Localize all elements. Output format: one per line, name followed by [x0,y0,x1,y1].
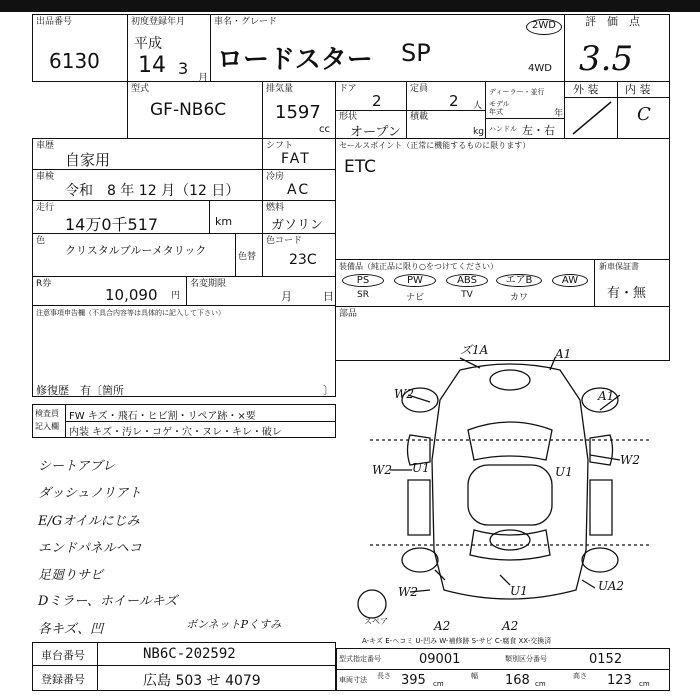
color-code: 23C [289,252,317,268]
bonnet-note: ボンネットPくすみ [186,618,282,631]
recycle-fee: 10,090 [105,286,158,304]
eval-label: 評 価 点 [585,15,640,28]
chassis-label: 車台番号 [41,649,85,662]
mark-rear-right-ua2: UA2 [598,579,625,593]
sales-point: ETC [344,157,376,177]
drive-4wd: 4WD [528,63,552,74]
fuel-box [262,200,336,234]
plate-box [32,665,336,691]
capacity: 2 [449,92,459,110]
model-year-label: モデル年式 [489,100,510,116]
inspector-label-2: 記入欄 [35,422,59,431]
shaken-label: 車検 [36,172,55,182]
color-change-label: 色替 [238,252,257,262]
equip-airbag: エアB [496,274,542,287]
dims-label: 車両寸法 [339,676,367,684]
model-label: 型式 [131,84,150,94]
category-number: 0152 [589,652,623,667]
mark-front-right-a1: A1 [555,347,572,361]
note-line-6: Dミラー、ホイールキズ [38,594,178,609]
cert-label: 型式指定番号 [339,655,381,663]
equipment-box [335,259,595,307]
meigi-month: 月 [281,290,292,303]
mark-rear-u1: U1 [510,584,528,598]
top-edge-bar [0,0,700,12]
mark-right-a1: A1 [598,389,615,403]
reg-year: 14 [138,53,166,78]
shaken-date: 令和 8 年 12 月（12 日） [65,183,240,199]
car-name: ロードスター [217,45,373,75]
capacity-box [406,81,486,111]
ac-label: 冷房 [266,172,285,182]
exterior-slash-mark [569,100,615,136]
dims-box [336,669,670,691]
inspector-interior-row: 内装 キズ・汚レ・コゲ・穴・ヌレ・キレ・破レ [69,427,282,438]
capacity-unit: 人 [473,101,483,111]
mark-rear-a2: A2 [434,619,451,630]
yen-unit: 円 [171,291,181,301]
notes-box [32,305,336,397]
warranty-label: 新車保証書 [599,262,639,271]
load-label: 積載 [410,112,429,122]
ac-box [262,169,336,201]
lot-number-box [32,14,128,82]
model-box [127,81,263,139]
chassis-number: NB6C-202592 [143,646,236,662]
damage-legend: A-キズ E-ヘコミ U-凹み W-補修跡 S-サビ C-腐食 XX-交換済 [362,637,552,645]
doors: 2 [372,92,382,110]
mark-left-door-w2: W2 [372,463,392,477]
mark-left-panel-u1: U1 [412,461,430,475]
evaluation-box [564,14,670,82]
height-label: 高さ [573,672,587,680]
reg-month: 3 [178,59,189,78]
shift-label: シフト [266,141,294,151]
first-reg-label: 初度登録年月 [131,17,186,27]
lot-number: 6130 [49,49,100,73]
mark-rear-left-w2: W2 [398,585,418,599]
dealer-label: ディーラー・並行 [489,88,545,96]
doors-box [335,81,407,111]
equipment-label: 装備品（純正品に限り○をつけてください） [339,262,498,271]
equip-navi: ナビ [405,293,424,303]
cert-box [336,648,670,670]
parts-label: 部品 [339,309,358,319]
color-label: 色 [36,236,46,246]
history-label: 車歴 [36,141,55,151]
model-code: GF-NB6C [150,100,227,120]
interior-label: 内 装 [625,83,651,96]
interior-score: C [637,104,651,125]
length: 395 [401,673,426,688]
equip-leather: カワ [509,293,528,303]
mileage: 14万0千517 [65,215,159,234]
fuel-value: ガソリン [271,218,324,233]
shape-label: 形状 [339,112,358,122]
inspector-fw-row: FW キズ・飛石・ヒビ割・リペア跡・×要 [69,411,256,422]
mark-rear-center-a2: A2 [502,619,519,630]
mark-right-panel-u1: U1 [555,465,573,479]
category-label: 類別区分番号 [505,655,547,663]
length-label: 長さ [377,672,391,680]
color-name: クリスタルブルーメタリック [65,244,207,257]
load-box [406,110,486,139]
warranty-value: 有・無 [607,286,647,301]
note-line-3: E/Gオイルにじみ [38,514,140,529]
inspector-box [32,404,336,438]
ac-value: AC [287,182,311,198]
color-code-box [262,233,336,277]
shaken-box [32,169,263,201]
equip-abs: ABS [446,274,488,287]
meigi-label: 名変期限 [190,279,227,289]
fuel-label: 燃料 [266,203,285,213]
width: 168 [505,673,530,688]
meigi-box [186,276,336,306]
recycle-label: R券 [36,279,52,289]
displacement-label: 排気量 [266,84,294,94]
displacement-box [262,81,336,139]
note-line-5: 足廻りサビ [38,568,104,583]
handle-label: ハンドル [489,125,517,133]
spare-label: スペア [364,617,388,626]
shift-box [262,138,336,170]
height-unit: cm [639,680,650,688]
cc-unit: cc [319,124,330,135]
note-line-7: 各キズ、凹 [38,622,104,637]
equip-sr: SR [357,290,369,300]
color-code-label: 色コード [266,236,303,246]
repair-history: 修復歴 有〔箇所 [36,384,124,397]
note-line-1: シートアブレ [38,459,116,474]
equip-aw: AW [552,274,588,287]
car-outline-svg [350,340,670,630]
dealer-box [485,81,565,139]
drive-2wd-circled: 2WD [526,19,562,35]
capacity-label: 定員 [410,84,429,94]
plate-number: 広島 503 せ 4079 [143,673,261,689]
mark-right-w2: W2 [620,453,640,467]
shape-box [335,110,407,139]
equip-ps: PS [342,274,384,287]
mark-left-w2: W2 [394,387,414,401]
month-unit: 月 [198,73,208,84]
year-unit: 年 [554,109,564,119]
recycle-box [32,276,187,306]
color-box [32,233,263,277]
height: 123 [607,673,632,688]
mileage-label: 走行 [36,203,55,213]
sales-point-label: セールスポイント（正常に機能するものに限ります） [339,141,531,150]
width-label: 幅 [471,672,478,680]
shift-value: FAT [281,151,311,167]
sales-point-box [335,138,670,260]
inspector-label-1: 検査員 [35,409,59,418]
plate-label: 登録番号 [41,673,85,686]
equip-tv: TV [461,290,473,300]
meigi-day: 日 [323,290,334,303]
mileage-box [32,200,263,234]
displacement: 1597 [275,102,321,123]
cert-number: 09001 [419,652,461,667]
ext-int-box [564,81,670,139]
equip-pw: PW [394,274,436,287]
repair-bracket: 〕 [323,384,334,397]
kg-unit: kg [473,127,484,137]
name-grade-label: 車名・グレード [214,17,278,27]
exterior-label: 外 装 [573,83,599,96]
first-reg-box [127,14,211,82]
grade: SP [401,39,431,67]
note-line-2: ダッシュノリアト [38,486,142,501]
length-unit: cm [433,680,444,688]
car-name-box [210,14,565,82]
doors-label: ドア [339,84,357,94]
history-box [32,138,263,170]
damage-diagram [350,340,670,630]
handle-side: 左・右 [522,124,555,137]
body-shape: オープン [350,125,401,140]
lot-label: 出品番号 [36,17,73,27]
notes-label: 注意事項申告欄（不具合内容等は具体的に記入して下さい） [36,309,225,317]
warranty-box [594,259,670,307]
era: 平成 [134,36,162,52]
note-line-4: エンドパネルヘコ [38,541,142,556]
mark-front-a1: ズ1A [460,343,489,357]
history-value: 自家用 [65,151,111,169]
width-unit: cm [535,680,546,688]
eval-score: 3.5 [579,39,634,79]
chassis-box [32,642,336,666]
km-unit: km [215,215,233,228]
